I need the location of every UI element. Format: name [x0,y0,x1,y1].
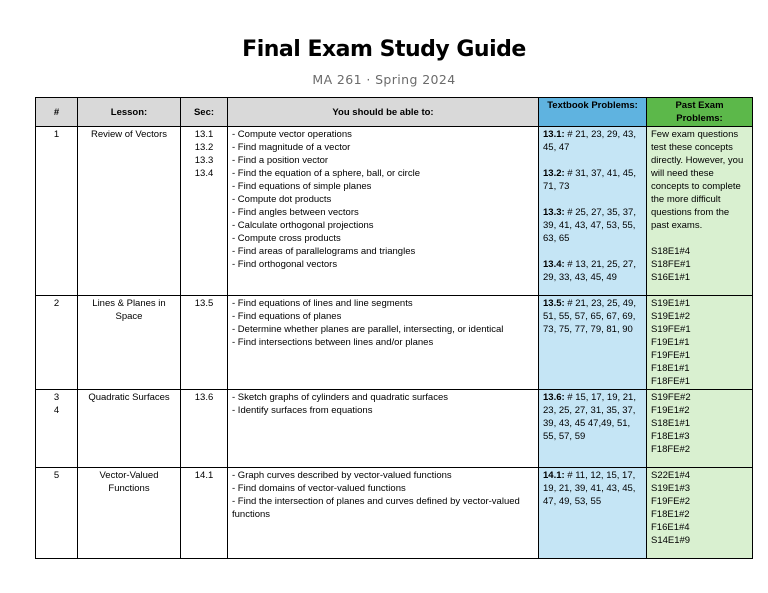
row-number: 5 [36,468,78,559]
table-header-row [36,98,753,127]
lesson-name: Quadratic Surfaces [78,390,181,468]
row-number: 3 4 [36,390,78,468]
table-row [36,127,753,296]
table-row [36,390,753,468]
row-number: 2 [36,296,78,390]
section-list: 13.5 [181,296,228,390]
past-exam-problems: S22E1#4 S19E1#3 F19FE#2 F18E1#2 F16E1#4 S14E1#9 [647,468,753,559]
header-section: Sec: [181,98,228,127]
table-row [36,296,753,390]
textbook-problems [539,296,647,390]
past-exam-problems: S19E1#1 S19E1#2 S19FE#1 F19E1#1 F19FE#1 F18E1#1 F18FE#1 [647,296,753,390]
textbook-entry: 13.2: # 31, 37, 41, 45, 71, 73 [543,168,636,192]
textbook-entry: 13.4: # 13, 21, 25, 27, 29, 33, 43, 45, 49 [543,259,636,283]
textbook-entry: 13.3: # 25, 27, 35, 37, 39, 41, 43, 47, 53, 55, 63, 65 [543,207,636,244]
skills-list: - Graph curves described by vector-valued functions - Find domains of vector-valued functions - Find the intersection of planes and curves defined by vector-valued functions [228,468,539,559]
header-past-exam-problems: Past Exam Problems: [647,98,753,127]
lesson-name: Review of Vectors [78,127,181,296]
skills-list: - Sketch graphs of cylinders and quadratic surfaces - Identify surfaces from equations [228,390,539,468]
header-number: # [36,98,78,127]
study-guide-table [35,97,753,559]
skills-list: - Find equations of lines and line segments - Find equations of planes - Determine whether planes are parallel, intersecting, or identical - Find intersections between lines and/or planes [228,296,539,390]
header-textbook-problems: Textbook Problems: [539,98,647,127]
past-exam-problems: Few exam questions test these concepts directly. However, you will need these concepts to complete the more difficult questions from the past exams. S18E1#4 S18FE#1 S16E1#1 [647,127,753,296]
section-list: 13.1 13.2 13.3 13.4 [181,127,228,296]
header-lesson: Lesson: [78,98,181,127]
textbook-entry: 13.5: # 21, 23, 25, 49, 51, 55, 57, 65, 67, 69, 73, 75, 77, 79, 81, 90 [543,298,636,335]
textbook-entry: 13.6: # 15, 17, 19, 21, 23, 25, 27, 31, 35, 37, 39, 43, 45 47,49, 51, 55, 57, 59 [543,392,636,442]
textbook-problems [539,390,647,468]
past-exam-problems: S19FE#2 F19E1#2 S18E1#1 F18E1#3 F18FE#2 [647,390,753,468]
textbook-problems [539,127,647,296]
skills-list: - Compute vector operations - Find magnitude of a vector - Find a position vector - Find the equation of a sphere, ball, or circle - Find equations of simple planes - Compute dot products - Find angles between vectors - Calculate orthogonal projections - Compute cross products - Find areas of parallelograms and triangles - Find orthogonal vectors [228,127,539,296]
lesson-name: Lines & Planes in Space [78,296,181,390]
page-title: Final Exam Study Guide [242,37,526,62]
section-list: 13.6 [181,390,228,468]
lesson-name: Vector-Valued Functions [78,468,181,559]
header-skills: You should be able to: [228,98,539,127]
exam-note: Few exam questions test these concepts directly. However, you will need these concepts to complete the more difficult questions from the past exams. [651,129,744,231]
section-list: 14.1 [181,468,228,559]
textbook-problems [539,468,647,559]
row-number: 1 [36,127,78,296]
textbook-entry: 13.1: # 21, 23, 29, 43, 45, 47 [543,129,636,153]
textbook-entry: 14.1: # 11, 12, 15, 17, 19, 21, 39, 41, 43, 45, 47, 49, 53, 55 [543,470,636,507]
table-row [36,468,753,559]
page-subtitle: MA 261 · Spring 2024 [312,72,456,87]
